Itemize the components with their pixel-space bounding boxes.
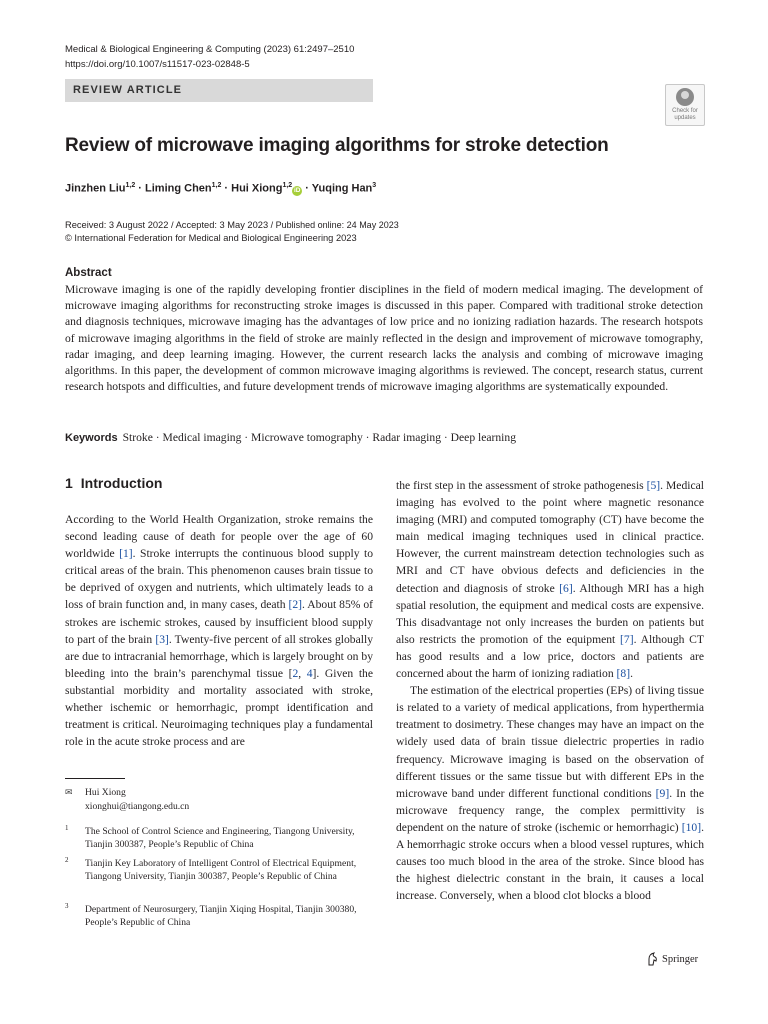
envelope-icon: ✉ [65,788,73,798]
keywords-list: Stroke · Medical imaging · Microwave tomography · Radar imaging · Deep learning [122,431,517,444]
publisher-name: Springer [662,953,699,965]
check-updates-icon [676,88,694,106]
author-name[interactable]: Liming Chen [145,182,212,195]
keywords [65,430,703,446]
paragraph: The estimation of the electrical properties (EPs) of living tissue is related to a variety of medical applications, from hyperthermia treatment to dosimetry. These changes may have an impact on the widely used data of brain tissue dielectric properties in radio frequency. Microwave imaging is based on the observation of different tissues or the same tissue but with different EPs in the microwave band under different functional conditions [9]. In the microwave frequency range, the complex permittivity is dependent on the nature of stroke (ischemic or hemorrhagic) [10]. A hemorrhagic stroke occurs when a blood vessel ruptures, which causes too much blood in the area of the stroke. Since blood has the highest dielectric constant in the brain, it causes a local increase. Conversely, when a blood clot blocks a blood [396,684,704,903]
article-title: Review of microwave imaging algorithms for stroke detection [65,135,609,156]
author-name[interactable]: Hui Xiong [231,182,283,195]
author-name[interactable]: Jinzhen Liu [65,182,126,195]
citation-link[interactable]: [1] [119,547,133,561]
author-affiliation: 1,2 [125,182,136,189]
affiliation-item [65,857,365,883]
corresponding-author: Hui Xiong [85,787,126,798]
body-column-right [396,477,704,904]
affiliation-text: Department of Neurosurgery, Tianjin Xiqing Hospital, Tianjin 300380, People’s Republic of China [85,904,357,928]
received-accepted-date: Received: 3 August 2022 / Accepted: 3 May 2023 [65,220,269,230]
citation-link[interactable]: [3] [155,632,169,646]
citation-link[interactable]: [10] [681,820,702,834]
article-type-banner: REVIEW ARTICLE [65,79,373,102]
publisher-logo [646,952,698,966]
citation-link[interactable]: [5] [646,479,661,492]
orcid-icon[interactable]: iD [293,186,301,194]
article-dates [65,219,399,245]
corresponding-email[interactable]: xionghui@tiangong.edu.cn [85,801,190,812]
citation-link[interactable]: [9] [655,786,670,800]
section-title: Introduction [80,475,163,491]
affiliation-number: 1 [65,824,69,832]
doi-link[interactable]: https://doi.org/10.1007/s11517-023-02848-5 [65,59,250,70]
author-affiliation: 1,2 [211,182,222,189]
journal-citation [65,42,354,72]
section-heading [65,475,162,491]
journal-line: Medical & Biological Engineering & Computing (2023) 61:2497–2510 [65,44,355,55]
check-for-updates-badge[interactable]: Check for updates [665,84,705,126]
body-column-left [65,511,373,750]
citation-link[interactable]: [7] [620,632,634,646]
abstract-text: Microwave imaging is one of the rapidly developing frontier disciplines in the field of modern medical imaging. The development of microwave imaging algorithms for reconstructing stroke images is discussed in this paper. Compared with traditional stroke detection and diagnosis techniques, microwave imaging has the advantages of low price and no ionizing radiation hazards. The research hotspots of microwave imaging algorithms in the field of stroke are mainly reflected in the design and improvement of microwave tomography, radar imaging, and deep learning imaging. However, the current research lacks the analysis and combing of microwave imaging algorithms. In this paper, the development of common microwave imaging algorithms is reviewed. The concept, research status, current research hotspots and difficulties, and future development trends of microwave imaging algorithms are systematically expounded. [65,283,703,394]
section-number: 1 [65,475,73,491]
paragraph: According to the World Health Organization, stroke remains the second leading cause of death for people over the age of 60 worldwide [1]. Stroke interrupts the continuous blood supply to critical areas of the brain. This phenomenon causes brain tissue to be deprived of oxygen and nutrients, which ultimately leads to a loss of brain function and, in many cases, death [2]. About 85% of strokes are ischemic strokes, caused by insufficient blood supply to part of the brain [3]. Twenty-five percent of all strokes globally are due to intracranial hemorrhage, which is largely brought on by bleeding into the brain’s parenchymal tissue [2, 4]. Given the substantial morbidity and mortality associated with stroke, whether ischemic or hemorrhagic, prompt identification and treatment is critical. Neuroimaging techniques play a fundamental role in the acute stroke process and are [65,513,373,749]
springer-horse-icon [646,952,658,966]
affiliation-number: 3 [65,902,69,910]
correspondence [65,786,189,813]
author-affiliation: 3 [372,182,377,189]
citation-link[interactable]: [6] [559,581,573,595]
affiliation-number: 2 [65,856,69,864]
citation-link[interactable]: [8] [616,667,631,681]
affiliation-text: Tianjin Key Laboratory of Intelligent Control of Electrical Equipment, Tiangong University, Tianjin 300387, People’s Republic of China [85,858,357,882]
published-date: / Published online: 24 May 2023 [268,220,399,230]
author-list: Jinzhen Liu$^{1,2}$ · Liming Chen$^{1,2}$ · Hui Xiong$^{1,2}$iD · Yuqing Han$^3$ [65,182,377,195]
affiliation-text: The School of Control Science and Engineering, Tiangong University, Tianjin 300387, People’s Republic of China [85,826,355,850]
abstract-heading: Abstract [65,267,112,279]
citation-link[interactable]: 4 [306,666,313,680]
citation-link[interactable]: 2 [292,666,299,680]
copyright-notice: © International Federation for Medical and Biological Engineering 2023 [65,233,357,243]
author-affiliation: 1,2 [282,182,293,189]
keywords-label: Keywords [65,432,118,444]
affiliation-item [65,825,365,851]
paragraph: the first step in the assessment of stroke pathogenesis [5]. Medical imaging has evolved to the point where magnetic resonance imaging (MRI) and computed tomography (CT) have become the main medical imaging techniques used in clinical practice. However, the current mainstream detection technologies such as MRI and CT have obvious defects and deficiencies in the detection and diagnosis of stroke [6]. Although MRI has a high spatial resolution, the equipment and medical costs are expensive. This disadvantage not only increases the burden on patients but also restricts the promotion of the equipment [7]. Although CT has good results and a low price, doctors and patients are concerned about the harm of ionizing radiation [8]. [396,479,705,681]
affiliation-item [65,903,365,929]
footnote-divider [65,778,125,779]
author-name[interactable]: Yuqing Han [311,182,373,195]
citation-link[interactable]: [2] [288,598,303,612]
